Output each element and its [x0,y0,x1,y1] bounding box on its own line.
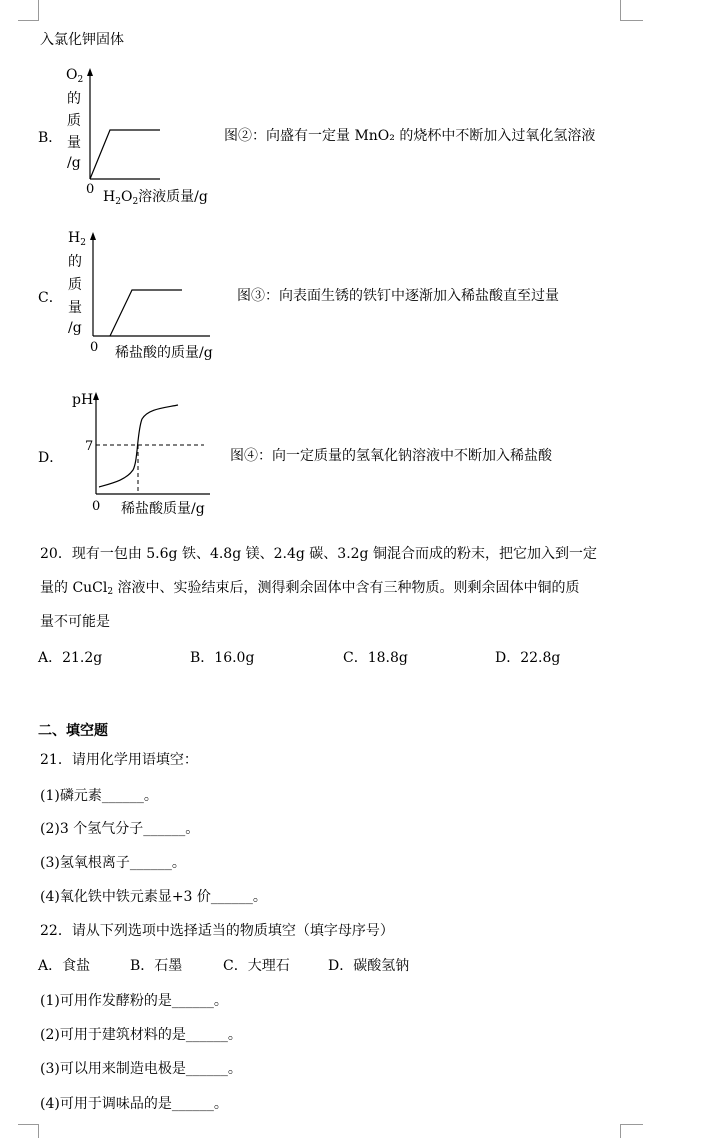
q22-option-b: B．石墨 [130,958,183,974]
graph-d-tick-7: 7 [85,439,94,454]
graph-d-y-arrow [93,392,99,400]
q22-item-1: (1)可用作发酵粉的是______。 [40,993,228,1009]
corner-mark-bottom-left [18,1124,39,1138]
q22-item-2: (2)可用于建筑材料的是______。 [40,1027,242,1043]
graph-d-y-axis-label: pH [72,392,94,408]
q22-stem: 22．请从下列选项中选择适当的物质填空（填字母序号） [40,923,394,939]
q22-option-c: C．大理石 [223,958,290,974]
option-c-description: 图③：向表面生锈的铁钉中逐渐加入稀盐酸直至过量 [237,288,559,304]
graph-c [60,226,230,366]
q22-option-d: D．碳酸氢钠 [328,958,410,974]
graph-c-y-axis-label [68,230,86,336]
q22-item-4: (4)可用于调味品的是______。 [40,1096,228,1112]
graph-c-y-axis-text: $H_2$ [68,230,86,248]
graph-b-origin: 0 [86,182,95,197]
graph-c-y-axis-text: 质 [68,277,82,293]
graph-b [60,62,220,208]
q21-item-4: (4)氧化铁中铁元素显+3 价______。 [40,889,267,905]
graph-c-curve [110,290,182,336]
q22-item-3: (3)可以用来制造电极是______。 [40,1061,242,1077]
graph-d-origin: 0 [92,499,101,514]
q20-option-c: C．18.8g [343,650,408,666]
q22-option-a: A．食盐 [38,958,91,974]
option-b-label: B． [38,130,63,146]
option-b-description: 图②：向盛有一定量 MnO₂ 的烧杯中不断加入过氧化氢溶液 [224,128,596,144]
graph-c-origin: 0 [90,340,99,355]
q20-line-1: 20．现有一包由 5.6g 铁、4.8g 镁、2.4g 碳、3.2g 铜混合而成的粉末，把它加入到一定 [40,546,597,562]
graph-b-x-axis-label: $H_2O_2$溶液质量/g [103,189,208,207]
graph-b-y-axis-text: 量 [67,135,81,151]
graph-b-curve [90,130,160,179]
corner-mark-top-left [18,0,39,21]
graph-c-y-arrow [90,232,96,240]
graph-b-y-axis-text: 的 [67,91,81,107]
top-line-text: 入氯化钾固体 [40,32,124,48]
graph-b-y-arrow [87,68,93,76]
option-d-description: 图④：向一定质量的氢氧化钠溶液中不断加入稀盐酸 [230,448,552,464]
graph-b-y-axis-text: $O_2$ [66,67,84,85]
q21-item-3: (3)氢氧根离子______。 [40,855,186,871]
section-2-heading: 二、填空题 [38,723,108,739]
q20-line-2: 量的 CuCl$_2$ 溶液中、实验结束后，测得剩余固体中含有三种物质。则剩余固体中铜的质 [40,580,580,597]
graph-b-y-axis-label [66,67,83,171]
corner-mark-bottom-right [620,1124,643,1138]
option-c-label: C． [38,290,63,306]
graph-d [68,384,228,524]
q20-line-3: 量不可能是 [40,614,110,630]
q21-item-1: (1)磷元素______。 [40,788,158,804]
q21-item-2: (2)3 个氢气分子______。 [40,821,200,837]
q20-option-d: D．22.8g [495,650,561,666]
graph-c-y-axis-text: 的 [68,254,82,270]
corner-mark-top-right [620,0,643,21]
q20-option-a: A．21.2g [38,650,103,666]
q20-option-b: B．16.0g [190,650,255,666]
graph-c-y-axis-text: 量 [68,300,82,316]
q21-stem: 21．请用化学用语填空： [40,752,198,768]
graph-d-x-axis-label: 稀盐酸质量/g [121,501,205,517]
graph-c-x-axis-label: 稀盐酸的质量/g [115,345,213,361]
graph-b-y-axis-text: 质 [67,113,81,129]
option-d-label: D． [38,450,64,466]
graph-b-y-axis-text: /g [67,155,81,171]
graph-c-y-axis-text: /g [68,320,82,336]
